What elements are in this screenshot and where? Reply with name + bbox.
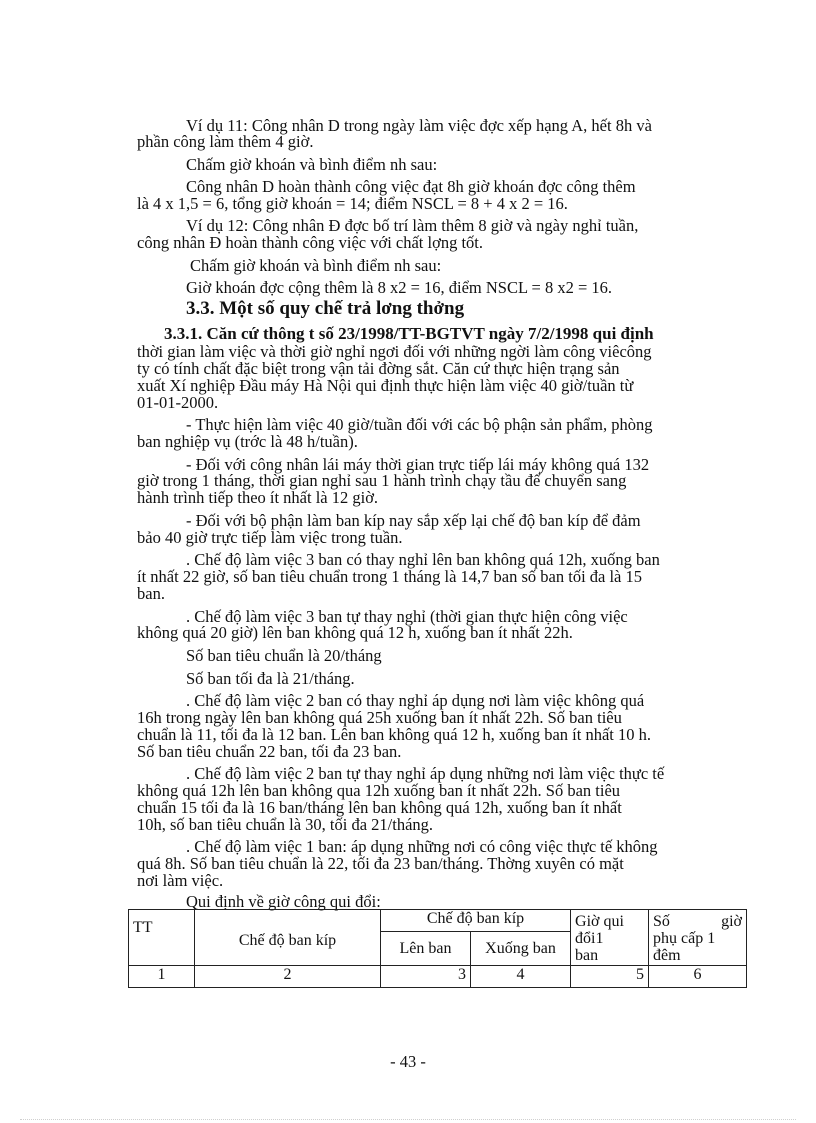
table-header-converted-hours-line: Giờ qui: [575, 913, 624, 930]
text-line: 16h trong ngày lên ban không quá 25h xuống ban ít nhất 22h. Số ban tiêu: [137, 708, 622, 727]
table-header-converted-hours-line: đổi1: [575, 930, 604, 947]
text-line: công nhân Đ hoàn thành công việc với chất lợng tốt.: [137, 233, 483, 252]
table-cell-number: 5: [571, 966, 649, 988]
text-line: nơi làm việc.: [137, 871, 224, 890]
page-divider: [20, 1119, 796, 1120]
table-header-text: giờ: [721, 913, 743, 930]
text-line: Công nhân D hoàn thành công việc đạt 8h giờ khoán đợc công thêm: [186, 177, 636, 196]
table-header-tt: TT: [129, 910, 195, 966]
page-number: - 43 -: [390, 1052, 426, 1071]
text-line: xuất Xí nghiệp Đầu máy Hà Nội qui định thực hiện làm việc 40 giờ/tuần từ: [137, 376, 634, 395]
text-line: thời gian làm việc và thời giờ nghỉ ngơi đối với những ngời làm công viêcông: [137, 342, 652, 361]
text-line: . Chế độ làm việc 2 ban có thay nghỉ áp dụng nơi làm việc không quá: [186, 691, 645, 710]
text-line: Ví dụ 12: Công nhân Đ đợc bố trí làm thêm 8 giờ và ngày nghỉ tuần,: [186, 216, 639, 235]
table-cell-number: 2: [195, 966, 381, 988]
table-header-night-allowance-line: [653, 913, 742, 930]
text-line: Số ban tiêu chuẩn là 20/tháng: [186, 646, 382, 665]
table-header-text: Số: [653, 913, 670, 930]
text-line: quá 8h. Số ban tiêu chuẩn là 22, tối đa 23 ban/tháng. Thờng xuyên có mặt: [137, 854, 624, 873]
table-header-on-shift: Lên ban: [381, 932, 471, 966]
text-line: Qui định về giờ công qui đổi:: [186, 892, 381, 911]
table-header-shift-mode: Chế độ ban kíp: [195, 910, 381, 966]
working-hours-table: [128, 909, 747, 988]
text-line: Giờ khoán đợc cộng thêm là 8 x2 = 16, điểm NSCL = 8 x2 = 16.: [186, 278, 613, 297]
text-line: . Chế độ làm việc 3 ban tự thay nghỉ (thời gian thực hiện công việc: [186, 607, 628, 626]
table-header-converted-hours-line: ban: [575, 947, 599, 964]
table-cell-number: 4: [471, 966, 571, 988]
table-header-night-allowance-line: đêm: [653, 947, 681, 964]
text-line: ban nghiệp vụ (trớc là 48 h/tuần).: [137, 432, 358, 451]
text-line: Ví dụ 11: Công nhân D trong ngày làm việc đợc xếp hạng A, hết 8h và: [186, 116, 652, 135]
text-line: . Chế độ làm việc 2 ban tự thay nghỉ áp dụng những nơi làm việc thực tế: [186, 764, 665, 783]
table-header-off-shift: Xuống ban: [471, 932, 571, 966]
text-line: Số ban tiêu chuẩn 22 ban, tối đa 23 ban.: [137, 742, 402, 761]
text-line: là 4 x 1,5 = 6, tổng giờ khoán = 14; điểm NSCL = 8 + 4 x 2 = 16.: [137, 194, 568, 213]
text-line: không quá 12h lên ban không qua 12h xuống ban ít nhất 22h. Số ban tiêu: [137, 781, 621, 800]
text-line: - Đối với bộ phận làm ban kíp nay sắp xếp lại chế độ ban kíp để đảm: [186, 511, 641, 530]
text-line: 01-01-2000.: [137, 393, 219, 412]
text-line: ty có tính chất đặc biệt trong vận tải đờng sắt. Căn cứ thực hiện trạng sản: [137, 359, 620, 378]
text-line: chuẩn 15 tối đa là 16 ban/tháng lên ban không quá 12h, xuống ban ít nhất: [137, 798, 622, 817]
table-header-converted-hours: [571, 910, 649, 966]
text-line: giờ trong 1 tháng, thời gian nghỉ sau 1 hành trình chạy tầu để chuyển sang: [137, 471, 627, 490]
table-header-night-allowance: [649, 910, 747, 966]
text-line: . Chế độ làm việc 3 ban có thay nghỉ lên ban không quá 12h, xuống ban: [186, 550, 660, 569]
table-cell-number: 1: [129, 966, 195, 988]
text-line: ban.: [137, 584, 165, 603]
text-line: không quá 20 giờ) lên ban không quá 12 h, xuống ban ít nhất 22h.: [137, 623, 573, 642]
text-line: bảo 40 giờ trực tiếp làm việc trong tuần.: [137, 528, 403, 547]
text-line: Chấm giờ khoán và bình điểm nh sau:: [190, 256, 442, 275]
table-header-shift-group: Chế độ ban kíp: [381, 910, 571, 932]
text-line: ít nhất 22 giờ, số ban tiêu chuẩn trong 1 tháng là 14,7 ban số ban tối đa là 15: [137, 567, 643, 586]
text-line: - Đối với công nhân lái máy thời gian trực tiếp lái máy không quá 132: [186, 455, 650, 474]
text-line: - Thực hiện làm việc 40 giờ/tuần đối với các bộ phận sản phẩm, phòng: [186, 415, 653, 434]
section-heading: 3.3. Một số quy chế trả lơng thởng: [186, 298, 465, 319]
text-line: chuẩn là 11, tối đa là 12 ban. Lên ban không quá 12 h, xuống ban ít nhất 10 h.: [137, 725, 651, 744]
table-cell-number: 3: [381, 966, 471, 988]
subsection-heading: 3.3.1. Căn cứ thông t số 23/1998/TT-BGTVT ngày 7/2/1998 qui định: [164, 324, 654, 343]
text-line: hành trình tiếp theo ít nhất là 12 giờ.: [137, 488, 379, 507]
text-line: Chấm giờ khoán và bình điểm nh sau:: [186, 155, 438, 174]
text-line: 10h, số ban tiêu chuẩn là 30, tối đa 21/tháng.: [137, 815, 434, 834]
text-line: Số ban tối đa là 21/tháng.: [186, 669, 355, 688]
table-cell-number: 6: [649, 966, 747, 988]
text-line: . Chế độ làm việc 1 ban: áp dụng những nơi có công việc thực tế không: [186, 837, 658, 856]
table-header-night-allowance-line: phụ cấp 1: [653, 930, 716, 947]
text-line: phần công làm thêm 4 giờ.: [137, 132, 314, 151]
